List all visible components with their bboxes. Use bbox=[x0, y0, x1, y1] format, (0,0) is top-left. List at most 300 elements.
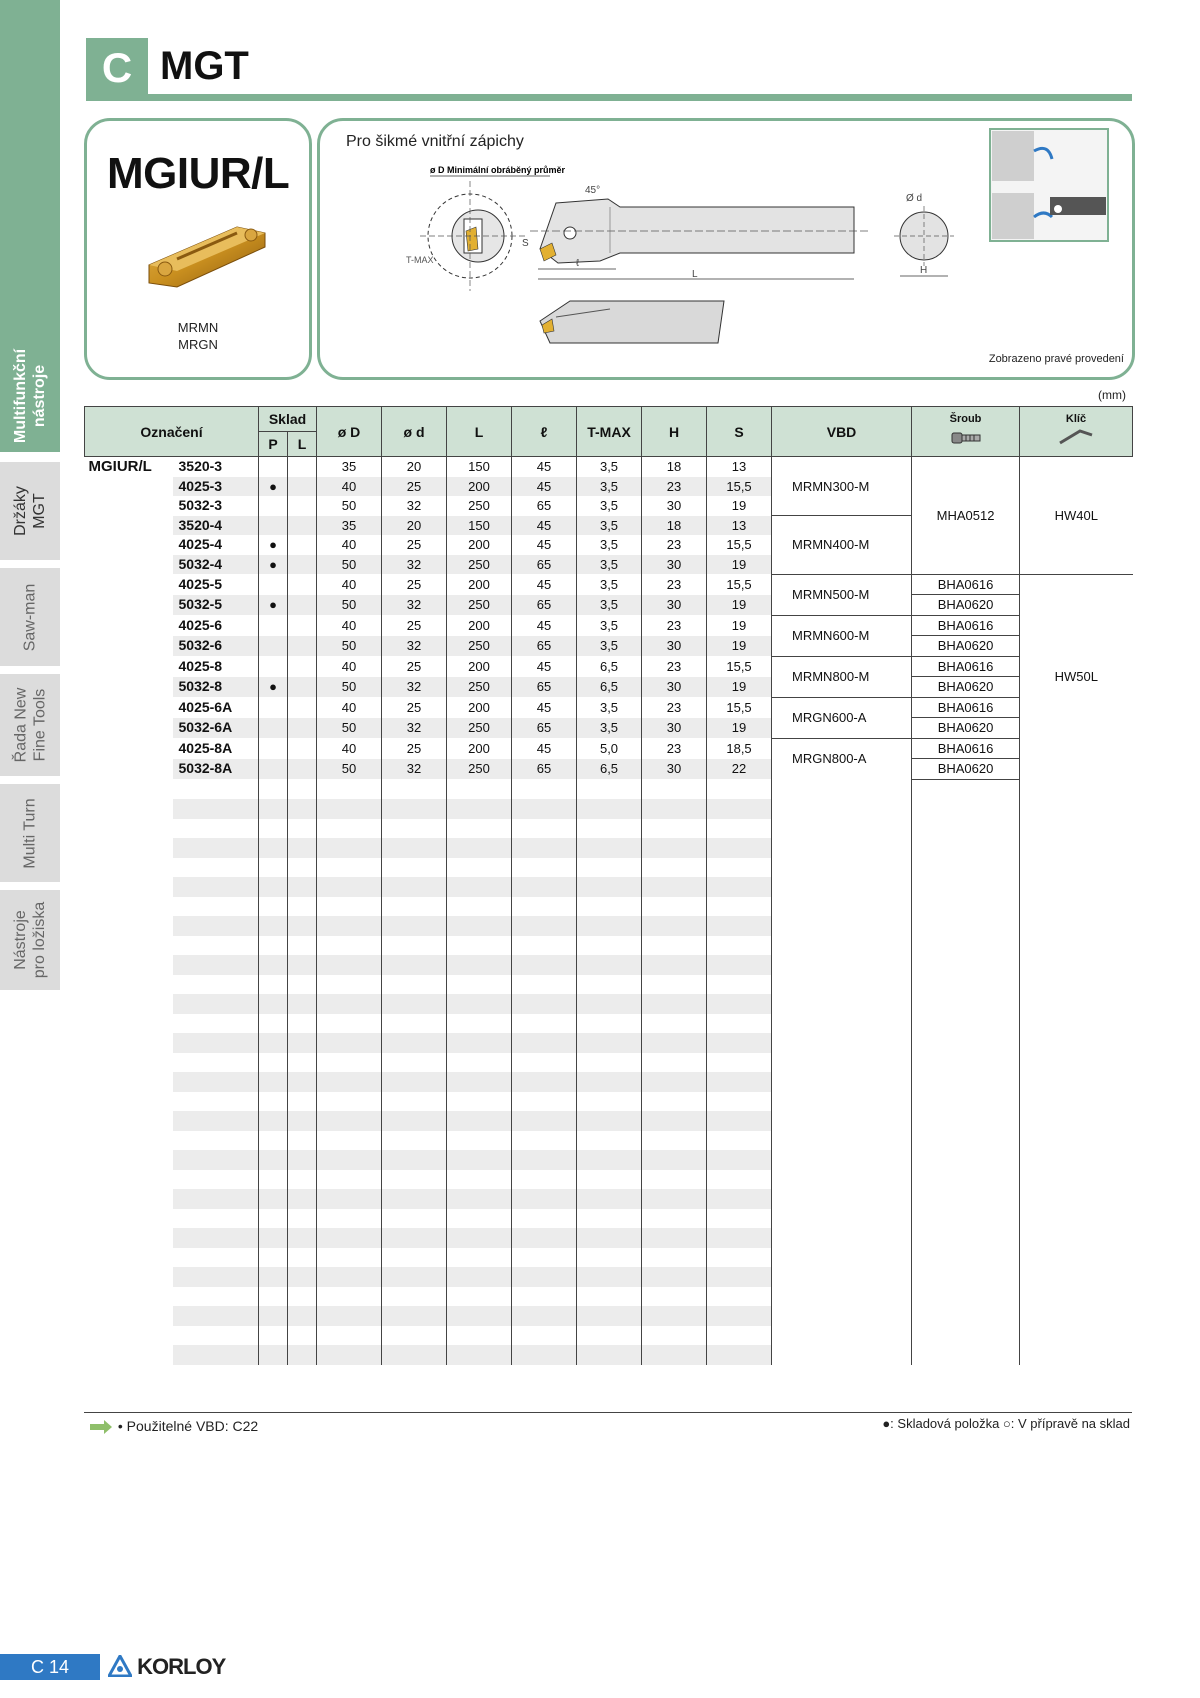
cell-tmax bbox=[577, 1033, 642, 1053]
cell-tmax: 3,5 bbox=[577, 718, 642, 739]
cell-p bbox=[259, 1306, 288, 1326]
header-oD: ø D bbox=[317, 407, 382, 457]
tmax-label: T-MAX bbox=[406, 255, 434, 265]
page-title: MGT bbox=[160, 44, 249, 88]
cell-od bbox=[382, 799, 447, 819]
cell-ell bbox=[512, 897, 577, 917]
cell-S bbox=[707, 1248, 772, 1268]
cell-L: 150 bbox=[447, 457, 512, 477]
cell-S bbox=[707, 799, 772, 819]
cell-S bbox=[707, 897, 772, 917]
cell-S bbox=[707, 1092, 772, 1112]
cell-od bbox=[382, 1189, 447, 1209]
cell-ell bbox=[512, 955, 577, 975]
cell-H: 30 bbox=[642, 718, 707, 739]
cell-S: 19 bbox=[707, 677, 772, 698]
cell-L bbox=[447, 1267, 512, 1287]
diagram-note: Zobrazeno pravé provedení bbox=[988, 353, 1124, 365]
cell-od bbox=[382, 1345, 447, 1365]
cell-l bbox=[288, 677, 317, 698]
cell-code bbox=[173, 1228, 259, 1248]
cell-ell bbox=[512, 1072, 577, 1092]
cell-S: 19 bbox=[707, 718, 772, 739]
screw-part: BHA0616 bbox=[912, 738, 1020, 759]
cell-oD: 50 bbox=[317, 555, 382, 575]
cell-p bbox=[259, 916, 288, 936]
cell-l bbox=[288, 1345, 317, 1365]
cell-oD: 50 bbox=[317, 718, 382, 739]
cell-S bbox=[707, 1228, 772, 1248]
cell-tmax bbox=[577, 975, 642, 995]
cell-S bbox=[707, 858, 772, 878]
cell-S bbox=[707, 838, 772, 858]
cell-l bbox=[288, 718, 317, 739]
cell-ell bbox=[512, 1111, 577, 1131]
screw-part: BHA0620 bbox=[912, 636, 1020, 657]
cell-oD bbox=[317, 1306, 382, 1326]
diagram-title: Pro šikmé vnitřní zápichy bbox=[346, 133, 524, 150]
cell-oD: 50 bbox=[317, 677, 382, 698]
cell-L: 250 bbox=[447, 677, 512, 698]
cell-L bbox=[447, 897, 512, 917]
cell-code: 4025-5 bbox=[178, 575, 223, 592]
header-tmax: T-MAX bbox=[577, 407, 642, 457]
cell-code bbox=[173, 838, 259, 858]
min-diameter-label: ø D Minimální obráběný průměr bbox=[430, 165, 566, 175]
cell-tmax bbox=[577, 877, 642, 897]
cell-L bbox=[447, 1092, 512, 1112]
cell-L bbox=[447, 1150, 512, 1170]
vbd-insert: MRGN600-A bbox=[772, 697, 912, 738]
cell-od: 32 bbox=[382, 496, 447, 516]
cell-l bbox=[288, 838, 317, 858]
applicable-inserts-note: • Použitelné VBD: C22 bbox=[88, 1418, 258, 1434]
cell-code bbox=[173, 819, 259, 839]
unit-label: (mm) bbox=[1098, 388, 1126, 402]
cell-H bbox=[642, 897, 707, 917]
cell-oD: 50 bbox=[317, 636, 382, 657]
cell-L bbox=[447, 779, 512, 799]
cell-oD bbox=[317, 1170, 382, 1190]
cell-oD bbox=[317, 1033, 382, 1053]
cell-oD bbox=[317, 1228, 382, 1248]
cell-code: 4025-3 bbox=[173, 477, 259, 497]
cell-oD: 40 bbox=[317, 477, 382, 497]
cell-oD bbox=[317, 1189, 382, 1209]
cell-code bbox=[173, 936, 259, 956]
cell-od bbox=[382, 1150, 447, 1170]
cell-p bbox=[259, 799, 288, 819]
cell-l bbox=[288, 1072, 317, 1092]
cell-p bbox=[259, 936, 288, 956]
cell-tmax: 6,5 bbox=[577, 656, 642, 677]
cell-p bbox=[259, 516, 288, 536]
cell-code: 5032-6A bbox=[173, 718, 259, 739]
cell-l bbox=[288, 1209, 317, 1229]
cell-L: 150 bbox=[447, 516, 512, 536]
cell-L bbox=[447, 1306, 512, 1326]
cell-od bbox=[382, 819, 447, 839]
vbd-insert: MRMN600-M bbox=[772, 615, 912, 656]
vbd-insert: MRGN800-A bbox=[772, 738, 912, 779]
table-row-empty bbox=[85, 1111, 1133, 1131]
table-row bbox=[85, 697, 1133, 718]
cell-H bbox=[642, 1014, 707, 1034]
cell-p bbox=[259, 1228, 288, 1248]
table-row-empty bbox=[85, 1033, 1133, 1053]
cell-S: 18,5 bbox=[707, 738, 772, 759]
cell-H bbox=[642, 916, 707, 936]
cell-oD bbox=[317, 1267, 382, 1287]
table-row-empty bbox=[85, 1053, 1133, 1073]
cell-S bbox=[707, 1150, 772, 1170]
cell-H bbox=[642, 1267, 707, 1287]
cell-tmax bbox=[577, 1267, 642, 1287]
cell-S bbox=[707, 1306, 772, 1326]
product-name: MGIUR/L bbox=[107, 149, 290, 198]
table-row bbox=[85, 636, 1133, 657]
cell-ell: 45 bbox=[512, 615, 577, 636]
cell-ell: 65 bbox=[512, 677, 577, 698]
cell-oD bbox=[317, 1014, 382, 1034]
table-row bbox=[85, 677, 1133, 698]
cell-H bbox=[642, 1033, 707, 1053]
cell-tmax bbox=[577, 1248, 642, 1268]
cell-L bbox=[447, 799, 512, 819]
cell-S: 19 bbox=[707, 555, 772, 575]
stock-legend: ●: Skladová položka ○: V přípravě na sklad bbox=[882, 1416, 1130, 1431]
table-row-empty bbox=[85, 1014, 1133, 1034]
cell-od: 20 bbox=[382, 457, 447, 477]
cell-L: 200 bbox=[447, 574, 512, 595]
cell-l bbox=[288, 877, 317, 897]
cell-L: 200 bbox=[447, 615, 512, 636]
cell-l bbox=[288, 1092, 317, 1112]
cell-H bbox=[642, 1287, 707, 1307]
cell-p: ● bbox=[259, 677, 288, 698]
cell-p bbox=[259, 1014, 288, 1034]
cell-l bbox=[288, 496, 317, 516]
cell-H: 30 bbox=[642, 636, 707, 657]
header-L: L bbox=[447, 407, 512, 457]
cell-p bbox=[259, 975, 288, 995]
cell-p bbox=[259, 1072, 288, 1092]
cell-od bbox=[382, 779, 447, 799]
cell-oD bbox=[317, 1092, 382, 1112]
cell-L bbox=[447, 1345, 512, 1365]
cell-S: 15,5 bbox=[707, 697, 772, 718]
cell-H: 23 bbox=[642, 656, 707, 677]
cell-L: 200 bbox=[447, 738, 512, 759]
table-row-empty bbox=[85, 936, 1133, 956]
cell-p bbox=[259, 496, 288, 516]
cell-oD bbox=[317, 916, 382, 936]
cell-code bbox=[173, 1092, 259, 1112]
cell-code bbox=[173, 1111, 259, 1131]
cell-L bbox=[447, 936, 512, 956]
cell-S bbox=[707, 1326, 772, 1346]
cell-L bbox=[447, 1209, 512, 1229]
cell-tmax bbox=[577, 799, 642, 819]
cell-tmax bbox=[577, 1072, 642, 1092]
cell-L bbox=[447, 1111, 512, 1131]
cell-p bbox=[259, 615, 288, 636]
cell-tmax bbox=[577, 1345, 642, 1365]
cell-od bbox=[382, 1326, 447, 1346]
cell-ell bbox=[512, 1209, 577, 1229]
cell-ell bbox=[512, 838, 577, 858]
cell-tmax bbox=[577, 1053, 642, 1073]
cell-H bbox=[642, 779, 707, 799]
cell-ell bbox=[512, 877, 577, 897]
cell-od: 32 bbox=[382, 595, 447, 616]
cell-code bbox=[173, 994, 259, 1014]
cell-oD: 35 bbox=[317, 516, 382, 536]
cell-H bbox=[642, 1326, 707, 1346]
cell-code bbox=[173, 1131, 259, 1151]
cell-od: 25 bbox=[382, 738, 447, 759]
cell-l bbox=[288, 1111, 317, 1131]
table-row bbox=[85, 574, 1133, 595]
cell-ell: 45 bbox=[512, 516, 577, 536]
cell-oD bbox=[317, 1345, 382, 1365]
cell-ell bbox=[512, 1150, 577, 1170]
cell-p bbox=[259, 1189, 288, 1209]
cell-code bbox=[173, 1209, 259, 1229]
cell-ell bbox=[512, 994, 577, 1014]
table-row bbox=[85, 615, 1133, 636]
header-ell: ℓ bbox=[512, 407, 577, 457]
cell-H bbox=[642, 1228, 707, 1248]
cell-oD bbox=[317, 897, 382, 917]
cell-l bbox=[288, 994, 317, 1014]
cell-p bbox=[259, 738, 288, 759]
cell-p bbox=[259, 1209, 288, 1229]
cell-S: 19 bbox=[707, 496, 772, 516]
sidebar-tab-multi-turn[interactable]: Multi Turn bbox=[0, 784, 60, 882]
cell-l bbox=[288, 516, 317, 536]
table-row-empty bbox=[85, 1209, 1133, 1229]
length-label: L bbox=[692, 269, 698, 280]
cell-L bbox=[447, 1033, 512, 1053]
cell-code bbox=[173, 1170, 259, 1190]
cell-l bbox=[288, 936, 317, 956]
cell-code: 5032-5 bbox=[173, 595, 259, 616]
cell-ell: 45 bbox=[512, 477, 577, 497]
cell-l bbox=[288, 779, 317, 799]
cell-code: 5032-8 bbox=[173, 677, 259, 698]
cell-L bbox=[447, 1248, 512, 1268]
cell-tmax bbox=[577, 916, 642, 936]
cell-oD: 40 bbox=[317, 697, 382, 718]
cell-p bbox=[259, 838, 288, 858]
cell-H: 23 bbox=[642, 574, 707, 595]
cell-S bbox=[707, 955, 772, 975]
cell-p bbox=[259, 1033, 288, 1053]
cell-S bbox=[707, 1345, 772, 1365]
cell-code bbox=[173, 1033, 259, 1053]
cell-p: ● bbox=[259, 477, 288, 497]
cell-code bbox=[173, 1345, 259, 1365]
cell-l bbox=[288, 975, 317, 995]
s-label: S bbox=[522, 238, 529, 249]
cell-L bbox=[447, 1131, 512, 1151]
header-od: ø d bbox=[382, 407, 447, 457]
cell-H: 23 bbox=[642, 697, 707, 718]
table-row-empty bbox=[85, 799, 1133, 819]
diagram-box bbox=[317, 118, 1135, 380]
sidebar-tab-fine-tools[interactable]: Řada New Fine Tools bbox=[0, 674, 60, 776]
insert-types: MRMN MRGN bbox=[177, 320, 219, 352]
cell-ell bbox=[512, 1306, 577, 1326]
cell-od bbox=[382, 916, 447, 936]
cell-od bbox=[382, 1287, 447, 1307]
cell-l bbox=[288, 1287, 317, 1307]
cell-S: 15,5 bbox=[707, 574, 772, 595]
cell-tmax bbox=[577, 1306, 642, 1326]
cell-ell bbox=[512, 1033, 577, 1053]
header-stock: Sklad bbox=[259, 407, 317, 432]
cell-p bbox=[259, 656, 288, 677]
cell-od bbox=[382, 838, 447, 858]
cell-H: 30 bbox=[642, 759, 707, 780]
cell-tmax bbox=[577, 838, 642, 858]
screw-part: BHA0620 bbox=[912, 759, 1020, 780]
cell-od: 32 bbox=[382, 555, 447, 575]
cell-L: 250 bbox=[447, 718, 512, 739]
cell-code: 4025-8 bbox=[178, 657, 223, 674]
cell-l bbox=[288, 1033, 317, 1053]
cell-p bbox=[259, 877, 288, 897]
cell-S bbox=[707, 936, 772, 956]
cell-tmax bbox=[577, 955, 642, 975]
vbd-insert: MRMN400-M bbox=[772, 516, 912, 575]
cell-p: ● bbox=[259, 555, 288, 575]
cell-tmax: 3,5 bbox=[577, 574, 642, 595]
cell-S: 15,5 bbox=[707, 656, 772, 677]
header-screw: Šroub bbox=[912, 407, 1020, 457]
cell-od bbox=[382, 1053, 447, 1073]
cell-oD: 50 bbox=[317, 496, 382, 516]
sidebar-tab-multifunction[interactable]: Multifunkční nástroje bbox=[0, 0, 60, 452]
cell-tmax: 3,5 bbox=[577, 496, 642, 516]
table-row-empty bbox=[85, 897, 1133, 917]
cell-oD: 40 bbox=[317, 656, 382, 677]
cell-ell: 65 bbox=[512, 496, 577, 516]
cell-H bbox=[642, 936, 707, 956]
screw-icon bbox=[948, 425, 984, 447]
cell-code bbox=[173, 1306, 259, 1326]
cell-ell bbox=[512, 1326, 577, 1346]
cell-l bbox=[288, 615, 317, 636]
cell-ell bbox=[512, 1092, 577, 1112]
table-row-empty bbox=[85, 1267, 1133, 1287]
cell-H: 30 bbox=[642, 555, 707, 575]
cell-oD bbox=[317, 779, 382, 799]
cell-l bbox=[288, 1228, 317, 1248]
cell-od bbox=[382, 1111, 447, 1131]
vbd-insert: MRMN500-M bbox=[772, 574, 912, 615]
cell-L bbox=[447, 1072, 512, 1092]
cell-H bbox=[642, 1170, 707, 1190]
cell-code bbox=[173, 955, 259, 975]
cell-l bbox=[288, 535, 317, 555]
cell-p bbox=[259, 779, 288, 799]
cell-l bbox=[288, 574, 317, 595]
cell-oD bbox=[317, 858, 382, 878]
sidebar-tab-mgt[interactable]: Držáky MGT bbox=[0, 462, 60, 560]
angle-label: 45° bbox=[585, 185, 601, 196]
cell-H: 23 bbox=[642, 535, 707, 555]
cell-H bbox=[642, 955, 707, 975]
cell-od bbox=[382, 1306, 447, 1326]
header-divider bbox=[86, 94, 1132, 101]
cell-L bbox=[447, 819, 512, 839]
key-part: HW50L bbox=[1020, 574, 1133, 779]
cell-L bbox=[447, 1053, 512, 1073]
cell-code bbox=[173, 799, 259, 819]
table-row-empty bbox=[85, 779, 1133, 799]
cell-code: 4025-8A bbox=[178, 739, 233, 756]
table-row-empty bbox=[85, 1306, 1133, 1326]
cell-tmax bbox=[577, 819, 642, 839]
cell-code bbox=[173, 1189, 259, 1209]
cell-l bbox=[288, 799, 317, 819]
cell-oD: 40 bbox=[317, 738, 382, 759]
cell-tmax bbox=[577, 1150, 642, 1170]
cell-od: 25 bbox=[382, 697, 447, 718]
table-row-empty bbox=[85, 1326, 1133, 1346]
cell-L: 250 bbox=[447, 636, 512, 657]
cell-code bbox=[173, 858, 259, 878]
cell-od bbox=[382, 1072, 447, 1092]
cell-ell bbox=[512, 1189, 577, 1209]
cell-l bbox=[288, 897, 317, 917]
header-stock-p: P bbox=[259, 432, 288, 457]
screw-part: BHA0616 bbox=[912, 697, 1020, 718]
cell-oD bbox=[317, 799, 382, 819]
shank-d-label: Ø d bbox=[906, 193, 923, 204]
sidebar-tab-sawman[interactable]: Saw-man bbox=[0, 568, 60, 666]
cell-code bbox=[173, 877, 259, 897]
cell-p bbox=[259, 1267, 288, 1287]
cell-S bbox=[707, 1053, 772, 1073]
cell-H: 30 bbox=[642, 496, 707, 516]
cell-oD bbox=[317, 1287, 382, 1307]
cell-S: 22 bbox=[707, 759, 772, 780]
table-row-empty bbox=[85, 1072, 1133, 1092]
insert-image bbox=[87, 213, 309, 313]
cell-ell: 45 bbox=[512, 697, 577, 718]
cell-oD bbox=[317, 994, 382, 1014]
vbd-insert: MRMN300-M bbox=[772, 457, 912, 516]
cell-code bbox=[173, 1267, 259, 1287]
cell-ell bbox=[512, 799, 577, 819]
cell-tmax bbox=[577, 1228, 642, 1248]
cell-od: 20 bbox=[382, 516, 447, 536]
cell-oD bbox=[317, 1150, 382, 1170]
cell-code: 3520-4 bbox=[173, 516, 259, 536]
sidebar-tab-bearing-tools[interactable]: Nástroje pro ložiska bbox=[0, 890, 60, 990]
cell-code bbox=[173, 897, 259, 917]
cell-S bbox=[707, 1209, 772, 1229]
cell-p bbox=[259, 718, 288, 739]
cell-p bbox=[259, 897, 288, 917]
cell-od bbox=[382, 858, 447, 878]
cell-l bbox=[288, 1131, 317, 1151]
cell-H: 18 bbox=[642, 516, 707, 536]
header-vbd: VBD bbox=[772, 407, 912, 457]
